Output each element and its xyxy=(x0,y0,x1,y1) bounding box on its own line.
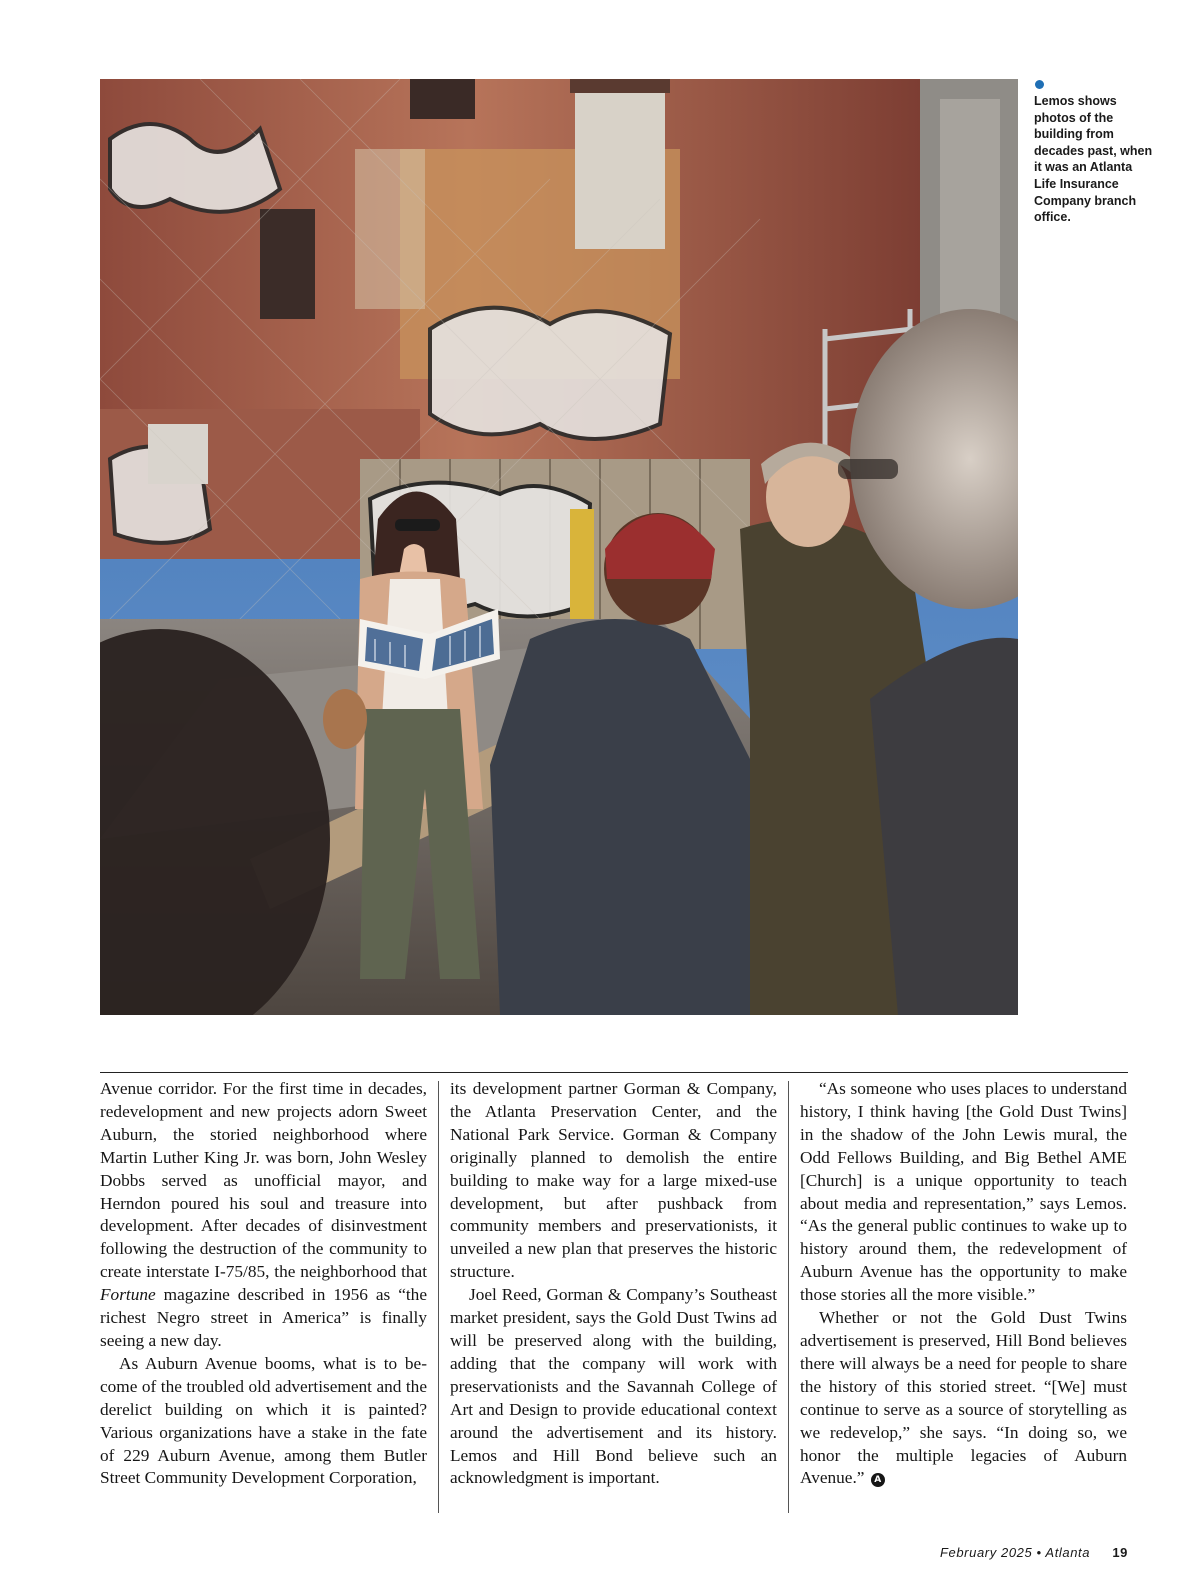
article-paragraph: Avenue corridor. For the first time in decades, redevelopment and new projects adorn Sweet Auburn, the storied neighborhood where Martin Luther King Jr. was born, John Wesley Dobbs served as unofficial mayor, and Herndon poured his soul and treasure into development. After decades of disinvestment following the destruction of the community to create interstate I-75/85, the neighborhood that Fortune magazine described in 1956 as “the richest Negro street in America” is finally seeing a new day. xyxy=(100,1079,427,1350)
article-paragraph: Whether or not the Gold Dust Twins advertisement is preserved, Hill Bond believes there will always be a need for people to share the history of this storied street. “[We] must continue to serve as a source of storytelling as we redevelop,” she says. “In doing so, we honor the multiple legacies of Auburn Avenue.” A xyxy=(800,1308,1127,1488)
page-footer xyxy=(940,1545,1128,1560)
article-column-3 xyxy=(800,1078,1127,1490)
column-divider xyxy=(438,1081,439,1513)
column-divider xyxy=(788,1081,789,1513)
columns-top-rule xyxy=(100,1072,1128,1073)
article-column-2 xyxy=(450,1078,777,1490)
issue-label: February 2025 • Atlanta xyxy=(939,1545,1091,1560)
article-column-1 xyxy=(100,1078,427,1490)
photo-caption xyxy=(1034,80,1154,226)
article-paragraph: “As someone who uses places to understand history, I think having [the Gold Dust Twins] in the shadow of the John Lewis mural, the Odd Fellows Building, and Big Bethel AME [Church] is a unique opportunity to teach about media and representation,” says Lemos. “As the general public continues to wake up to history around them, the redevelopment of Auburn Avenue has the opportunity to make those stories all the more visible.” xyxy=(800,1079,1127,1305)
photo-tour-group-at-graffiti-building xyxy=(100,79,1018,1015)
article-paragraph: Joel Reed, Gorman & Company’s Southeast market president, says the Gold Dust Twins ad will be preserved along with the building, adding that the company will work with preservationists and the Savannah College of Art and Design to provide educational context around the advertisement and its history. Lemos and Hill Bond believe such an acknowledgment is important. xyxy=(450,1285,777,1488)
publication-name: Fortune xyxy=(100,1285,156,1305)
feature-photo xyxy=(100,79,1018,1015)
page-number: 19 xyxy=(1112,1545,1128,1560)
end-of-story-icon: A xyxy=(871,1473,885,1487)
article-paragraph: As Auburn Avenue booms, what is to become of the troubled old advertisement and the derelict building on which it is painted? Various organizations have a stake in the fate of 229 Auburn Avenue, among them Butler Street Community Development Corporation, xyxy=(100,1353,427,1488)
article-paragraph: its development partner Gorman & Company, the Atlanta Preservation Center, and the National Park Service. Gorman & Company originally planned to demolish the entire building to make way for a large mixed-use development, but after pushback from community members and preservationists, it unveiled a new plan that preserves the historic structure. xyxy=(450,1079,777,1282)
caption-text: Lemos shows photos of the building from decades past, when it was an Atlanta Life Insurance Company branch office. xyxy=(1034,94,1153,225)
caption-bullet-icon xyxy=(1035,80,1044,89)
